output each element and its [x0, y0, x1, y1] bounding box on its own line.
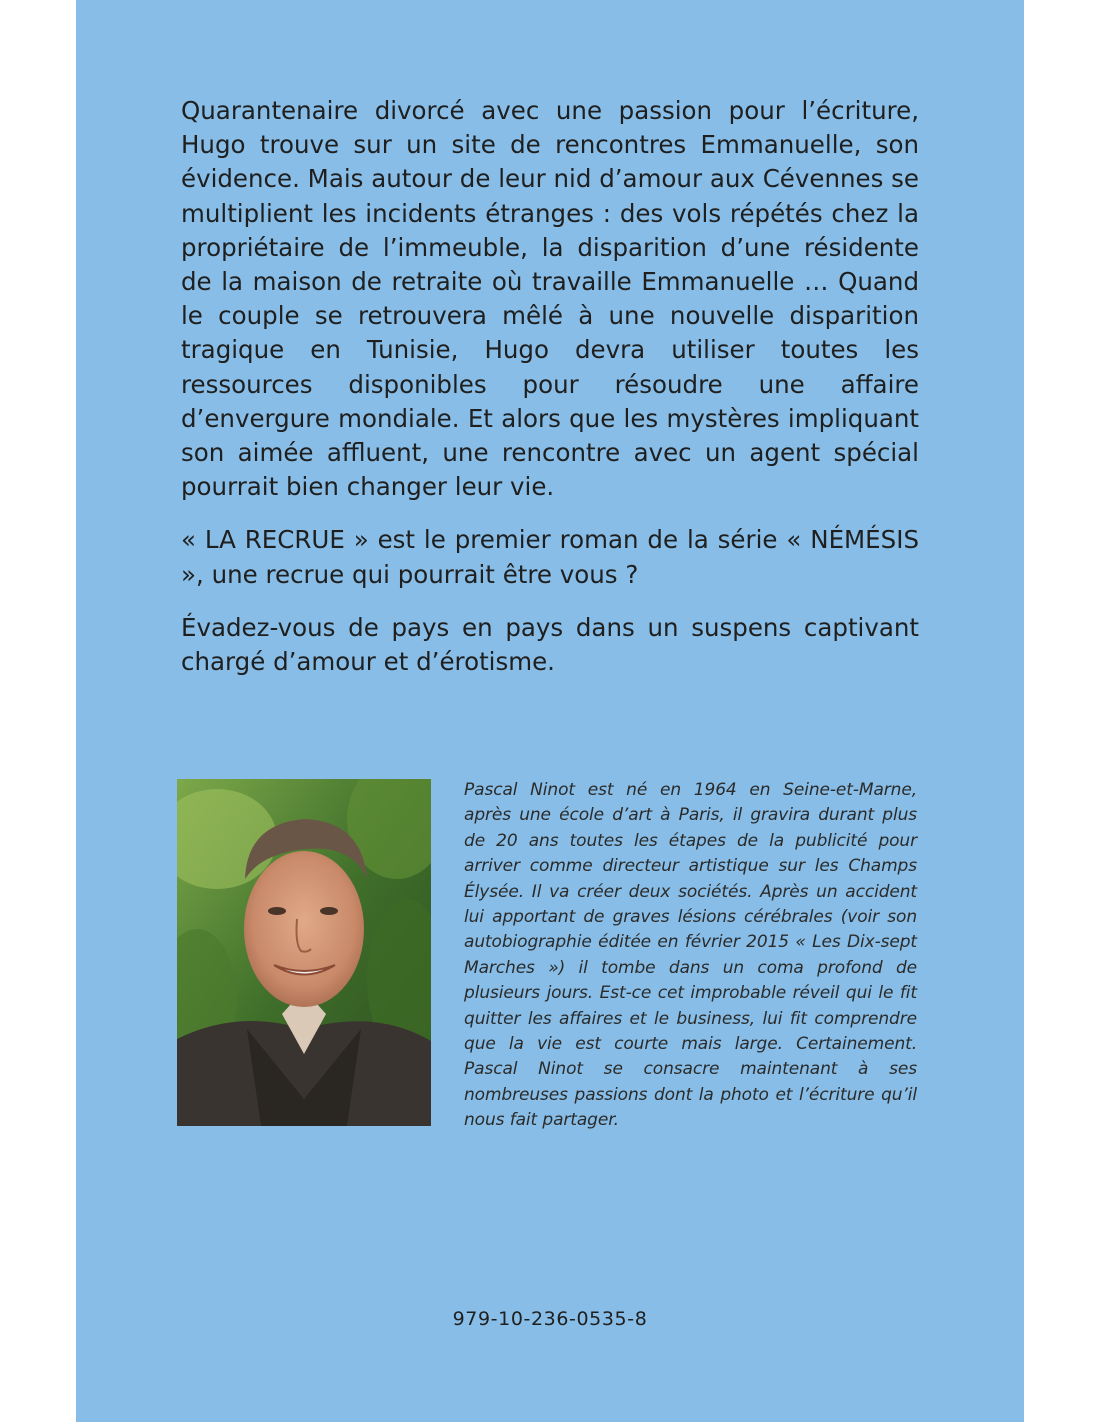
summary-paragraph-2: « LA RECRUE » est le premier roman de la série « NÉMÉSIS », une recrue qui pourrait être vous ? [181, 525, 919, 589]
summary-paragraph-3: Évadez-vous de pays en pays dans un suspens captivant chargé d’amour et d’érotisme. [181, 612, 919, 677]
book-summary [181, 94, 919, 698]
author-bio [464, 778, 917, 1134]
author-photo [177, 779, 431, 1126]
isbn: 979-10-236-0535-8 [452, 1308, 648, 1330]
summary-paragraph-1: Quarantenaire divorcé avec une passion pour l’écriture, Hugo trouve sur un site de rencontres Emmanuelle, son évidence. Mais autour de leur nid d’amour aux Cévennes se multiplient les incidents étranges : des vols répétés chez la propriétaire de l’immeuble, la disparition d’une résidente de la maison de retraite où travaille Emmanuelle … Quand le couple se retrouvera mêlé à une nouvelle disparition tragique en Tunisie, Hugo devra utiliser toutes les ressources disponibles pour résoudre une affaire d’envergure mondiale. Et alors que les mystères impliquant son aimée affluent, une rencontre avec un agent spécial pourrait bien changer leur vie. [181, 96, 919, 502]
back-cover [76, 0, 1024, 1422]
author-bio-text: Pascal Ninot est né en 1964 en Seine-et-Marne, après une école d’art à Paris, il gravira durant plus de 20 ans toutes les étapes de la publicité pour arriver comme directeur artistique sur les Champs Élysée. Il va créer deux sociétés. Après un accident lui apportant de graves lésions cérébrales (voir son autobiographie éditée en février 2015 « Les Dix-sept Marches ») il tombe dans un coma profond de plusieurs jours. Est-ce cet improbable réveil qui le fit quitter les affaires et le business, lui fit comprendre que la vie est courte mais large. Certainement. Pascal Ninot se consacre maintenant à ses nombreuses passions dont la photo et l’écriture qu’il nous fait partager. [464, 780, 917, 1131]
